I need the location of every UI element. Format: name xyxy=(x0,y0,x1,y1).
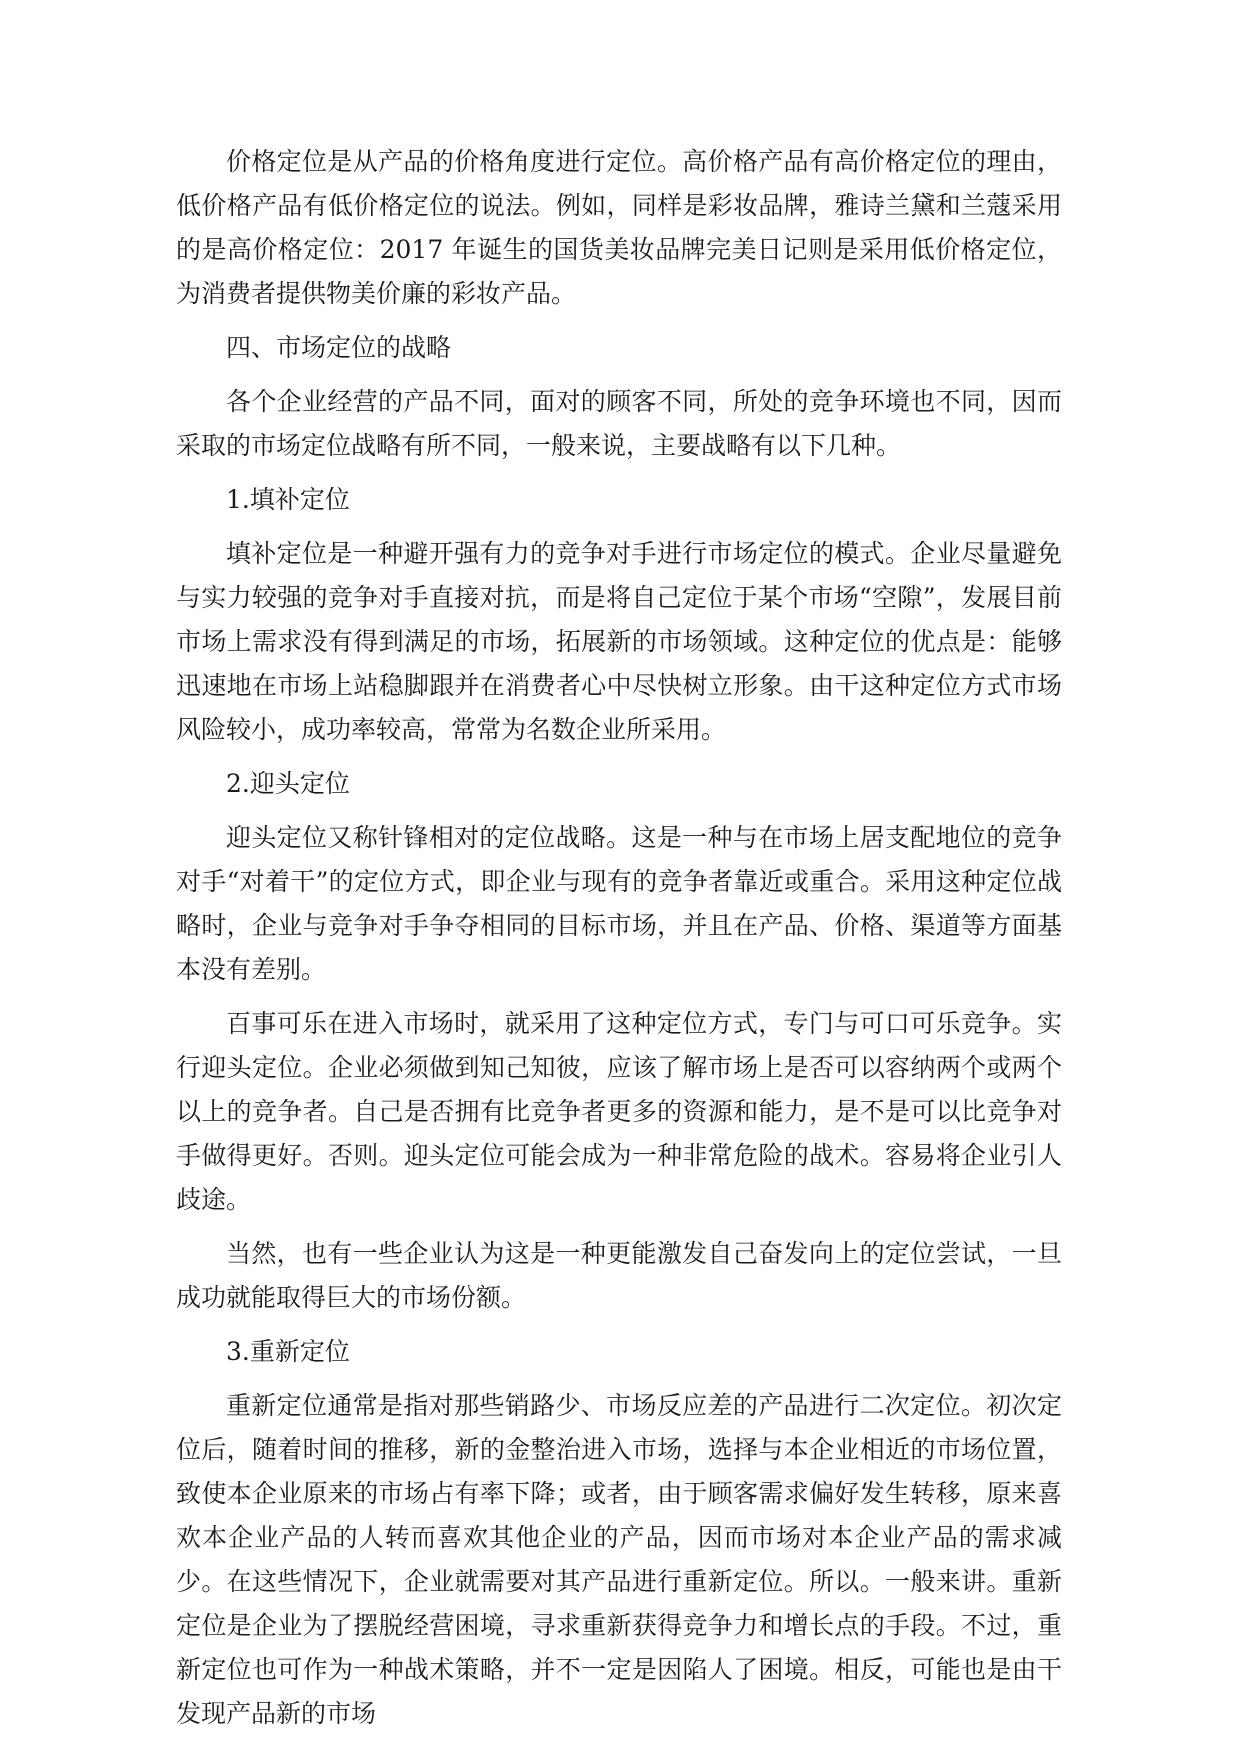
subheading-fill-positioning: 1.填补定位 xyxy=(226,485,350,514)
subheading-head-on-positioning: 2.迎头定位 xyxy=(226,769,350,798)
paragraph-strategy-intro: 各个企业经营的产品不同，面对的顾客不同，所处的竞争环境也不同，因而采取的市场定位战略有所不同，一般来说，主要战略有以下几种。 xyxy=(176,387,1062,460)
paragraph-pepsi-example: 百事可乐在进入市场时，就采用了这种定位方式，专门与可口可乐竞争。实行迎头定位。企业必须做到知己知彼，应该了解市场上是否可以容纳两个或两个以上的竞争者。自己是否拥有比竞争者更多的资源和能力，是不是可以比竞争对手做得更好。否则。迎头定位可能会成为一种非常危险的战术。容易将企业引人歧途。 xyxy=(176,1009,1062,1214)
subheading-repositioning: 3.重新定位 xyxy=(226,1337,350,1366)
paragraph-head-on-positioning: 迎头定位又称针锋相对的定位战略。这是一种与在市场上居支配地位的竞争对手“对着干”的定位方式，即企业与现有的竞争者靠近或重合。采用这种定位战略时，企业与竞争对手争夺相同的目标市场，并且在产品、价格、渠道等方面基本没有差别。 xyxy=(176,823,1062,984)
document-body xyxy=(176,140,1062,1746)
paragraph-price-positioning: 价格定位是从产品的价格角度进行定位。高价格产品有高价格定位的理由，低价格产品有低价格定位的说法。例如，同样是彩妆品牌，雅诗兰黛和兰蔻采用的是高价格定位：2017 年诞生的国货美妆品牌完美日记则是采用低价格定位，为消费者提供物美价廉的彩妆产品。 xyxy=(176,147,1062,308)
paragraph-repositioning: 重新定位通常是指对那些销路少、市场反应差的产品进行二次定位。初次定位后，随着时间的推移，新的金整治进入市场，选择与本企业相近的市场位置，致使本企业原来的市场占有率下降；或者，由于顾客需求偏好发生转移，原来喜欢本企业产品的人转而喜欢其他企业的产品，因而市场对本企业产品的需求减少。在这些情况下，企业就需要对其产品进行重新定位。所以。一般来讲。重新定位是企业为了摆脱经营困境，寻求重新获得竞争力和增长点的手段。不过，重新定位也可作为一种战术策略，并不一定是因陷人了困境。相反，可能也是由干发现产品新的市场 xyxy=(176,1391,1062,1728)
paragraph-fill-positioning: 填补定位是一种避开强有力的竞争对手进行市场定位的模式。企业尽量避免与实力较强的竞争对手直接对抗，而是将自己定位于某个市场“空隙”，发展目前市场上需求没有得到满足的市场，拓展新的市场领域。这种定位的优点是：能够迅速地在市场上站稳脚跟并在消费者心中尽快树立形象。由干这种定位方式市场风险较小，成功率较高，常常为名数企业所采用。 xyxy=(176,539,1062,744)
section-heading-market-positioning-strategy: 四、市场定位的战略 xyxy=(226,333,452,362)
paragraph-head-on-benefit: 当然，也有一些企业认为这是一种更能激发自己奋发向上的定位尝试，一旦成功就能取得巨大的市场份额。 xyxy=(176,1239,1062,1312)
